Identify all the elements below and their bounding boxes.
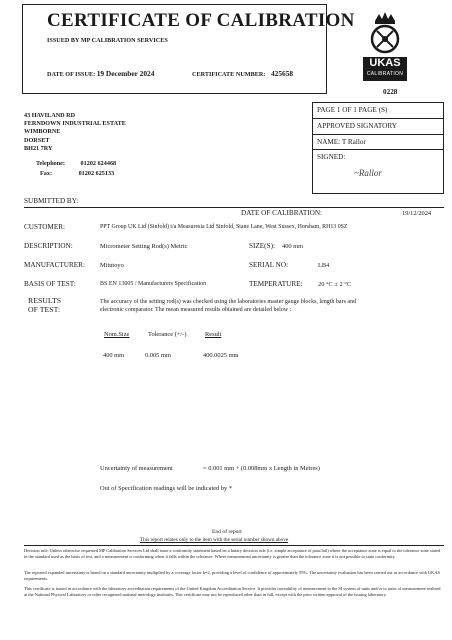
results-paragraph: The accuracy of the setting rod(s) was checked using the laboratories master gauge blocks, length bars and electronic comparator. The mean measured results obtained are detailed below :: [100, 299, 357, 314]
divider: [312, 149, 444, 150]
serial-label: SERIAL NO:: [249, 261, 289, 269]
certificate-title: CERTIFICATE OF CALIBRATION: [47, 10, 355, 31]
ukas-badge: UKAS CALIBRATION: [363, 57, 407, 81]
address-block: 43 HAVILAND RD FERNDOWN INDUSTRIAL ESTATE WIMBORNE DORSET BH21 7RY: [24, 112, 126, 152]
divider: [24, 545, 444, 546]
traceability-statement: This certificate is issued in accordance with the laboratory accreditation requirements of the United Kingdom Accreditation Service. It provides traceability of measurement to the SI system of units and/or to units of measurement realised at the National Physical Laboratory or other recognised national metrology institutes. This certificate may not be reproduced other than in full, except with the prior written approval of the issuing laboratory.: [24, 586, 441, 597]
ukas-logo: [361, 9, 409, 85]
info-box: [312, 102, 444, 194]
divider: [24, 207, 444, 208]
fax: Fax: 01202 625133: [40, 170, 115, 177]
description: Micrometer Setting Rod(s) Metric: [100, 243, 188, 250]
customer: PPT Group UK Ltd (Sinfold) t/a Measuresia Ltd Sinfold, Stane Lane, West Sussex, Horsham, RH13 0SZ: [100, 224, 348, 230]
divider: [312, 134, 444, 135]
serial: LB4: [318, 262, 330, 269]
ukas-lab-number: 0228: [383, 88, 398, 96]
decision-rule: Decision rule: Unless otherwise requested MP Calibration Services Ltd shall issue a conformity statement based on a binary decision rule (i.e. simple acceptance of pass/fail) where the acceptance zone is equal to the tolerance zone stated in the standard used as the basis of test, and a measurement is conforming when it falls within the tolerance. Where measurement uncertainty is greater than the tolerance zone it is not possible to state conformity.: [24, 548, 441, 559]
report-notice: This report relates only to the item with the serial number shown above: [140, 537, 289, 543]
signatory-name: NAME: T Rallor: [317, 138, 366, 146]
description-label: DESCRIPTION:: [24, 242, 73, 250]
page-count: PAGE 1 OF 1 PAGE (S): [317, 106, 388, 114]
col-header-result: Result: [205, 331, 222, 338]
end-of-report: End of report: [212, 529, 242, 535]
basis: BS EN 13005 / Manufacturers Specification: [100, 281, 207, 287]
row-tolerance: 0.005 mm: [145, 352, 171, 359]
issued-by: ISSUED BY MP CALIBRATION SERVICES: [47, 37, 168, 44]
col-header-nom-size: Nom.Size: [104, 331, 130, 338]
date-of-calibration-label: DATE OF CALIBRATION:: [241, 209, 323, 217]
approved-signatory: APPROVED SIGNATORY: [317, 122, 397, 130]
submitted-by-label: SUBMITTED BY:: [24, 197, 79, 205]
uncertainty-statement: The reported expanded uncertainty is based on a standard uncertainty multiplied by a coverage factor k=2, providing a level of confidence of approximately 95%. The uncertainty evaluation has been carried out in accordance with UKAS requirements.: [24, 570, 440, 581]
manufacturer: Mitutoyo: [100, 262, 124, 269]
customer-label: CUSTOMER:: [24, 223, 66, 231]
crown-icon: [361, 9, 409, 57]
manufacturer-label: MANUFACTURER:: [24, 261, 85, 269]
col-header-tolerance: Tolerance (+/-): [148, 331, 187, 338]
temperature-label: TEMPERATURE:: [249, 280, 303, 288]
date-of-calibration: 19/12/2024: [402, 210, 432, 217]
size: 400 mm: [282, 243, 304, 250]
date-of-issue: DATE OF ISSUE: 19 December 2024: [47, 69, 155, 78]
signed-label: SIGNED:: [317, 153, 346, 161]
results-label: RESULTS OF TEST:: [28, 296, 62, 314]
uncertainty-label: Uncertainty of measurement: [100, 465, 173, 472]
row-result: 400.0025 mm: [203, 352, 239, 359]
basis-label: BASIS OF TEST:: [24, 280, 76, 288]
divider: [312, 118, 444, 119]
row-nom-size: 400 mm: [103, 352, 125, 359]
uncertainty-value: = 0.001 mm + (0.008mm x Length in Metres): [203, 465, 320, 472]
temperature: 20 °C ± 2 °C: [318, 281, 352, 288]
out-of-spec-note: Out of Specification readings will be indicated by *: [100, 485, 233, 492]
telephone: Telephone: 01202 624468: [36, 160, 117, 167]
signature: ~Rallor: [354, 168, 382, 178]
size-label: SIZE(S):: [249, 242, 275, 250]
certificate-number: CERTIFICATE NUMBER: 425658: [192, 69, 294, 78]
